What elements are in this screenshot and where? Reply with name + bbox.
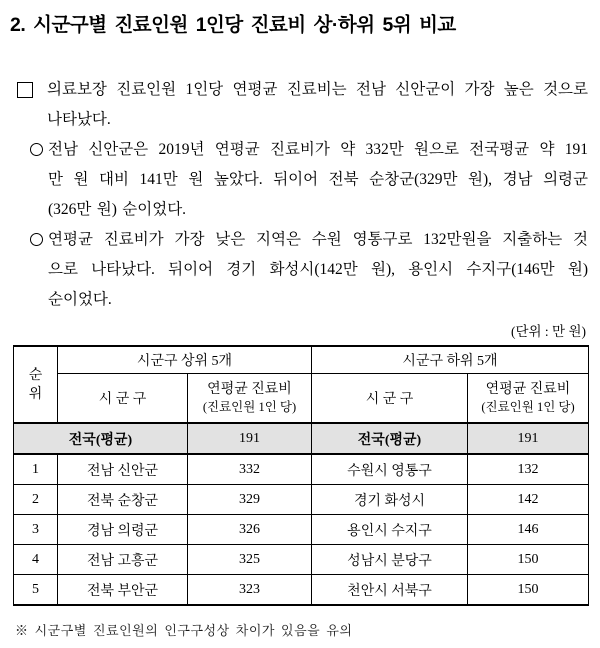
top-value-cell: 326	[188, 515, 312, 545]
national-average-row	[14, 423, 589, 454]
bottom-region-cell: 천안시 서북구	[312, 575, 468, 606]
top-value-cell: 323	[188, 575, 312, 606]
paragraph-line: 의료보장 진료인원 1인당 연평균 진료비는 전남 신안군이 가장 높은 것으로	[47, 81, 588, 98]
rank-cell: 2	[14, 485, 58, 515]
comparison-table	[13, 345, 589, 606]
bottom-value-cell: 142	[468, 485, 589, 515]
paragraph-line: 순이었다.	[48, 291, 112, 308]
bottom-value-cell: 132	[468, 454, 589, 485]
national-label-cell: 전국(평균)	[14, 423, 188, 454]
top-value-cell: 329	[188, 485, 312, 515]
table-row	[14, 515, 589, 545]
avg-cost-line: (진료인원 1인 당)	[481, 399, 575, 414]
checkbox-bullet-icon	[17, 82, 33, 98]
paragraph-line: 나타났다.	[47, 111, 111, 128]
region-header-cell: 시 군 구	[58, 374, 188, 424]
circle-bullet-icon	[30, 143, 43, 156]
paragraph-line: 연평균 진료비가 가장 낮은 지역은 수원 영통구로 132만원을 지출하는 것	[48, 231, 588, 248]
paragraph-text	[47, 75, 588, 135]
page-title: 2. 시군구별 진료인원 1인당 진료비 상·하위 5위 비교	[10, 14, 456, 36]
national-value-cell: 191	[468, 423, 589, 454]
paragraph-line: (326만 원) 순이었다.	[48, 201, 187, 218]
top-value-cell: 325	[188, 545, 312, 575]
bottom-value-cell: 146	[468, 515, 589, 545]
bottom-value-cell: 150	[468, 575, 589, 606]
paragraph-line: 만 원 대비 141만 원 높았다. 뒤이어 전북 순창군(329만 원), 경남 의령군	[48, 171, 588, 188]
unit-label: (단위 : 만 원)	[510, 324, 586, 339]
table-row	[14, 454, 589, 485]
rank-header-line: 위	[28, 386, 43, 402]
avg-cost-line: 연평균 진료비	[485, 381, 571, 397]
rank-cell: 3	[14, 515, 58, 545]
avg-cost-line: (진료인원 1인 당)	[202, 399, 297, 414]
avg-cost-header-cell	[468, 374, 589, 424]
bottom-region-cell: 용인시 수지구	[312, 515, 468, 545]
top-value-cell: 332	[188, 454, 312, 485]
top5-group-header: 시군구 상위 5개	[58, 346, 312, 374]
table-row	[14, 485, 589, 515]
paragraph-line: 전남 신안군은 2019년 연평균 진료비가 약 332만 원으로 전국평균 약 191	[48, 141, 588, 158]
footnote: ※ 시군구별 진료인원의 인구구성상 차이가 있음을 유의	[15, 623, 353, 638]
region-header-cell: 시 군 구	[312, 374, 468, 424]
top-region-cell: 전북 순창군	[58, 485, 188, 515]
bottom-region-cell: 수원시 영통구	[312, 454, 468, 485]
table-row	[14, 575, 589, 606]
top-region-cell: 경남 의령군	[58, 515, 188, 545]
rank-cell: 5	[14, 575, 58, 606]
paragraph-text	[48, 135, 588, 225]
bottom-region-cell: 경기 화성시	[312, 485, 468, 515]
bottom-value-cell: 150	[468, 545, 589, 575]
rank-header-cell	[14, 346, 58, 423]
bottom-region-cell: 성남시 분당구	[312, 545, 468, 575]
paragraph-text	[48, 225, 588, 315]
national-label-cell: 전국(평균)	[312, 423, 468, 454]
paragraph-line: 으로 나타났다. 뒤이어 경기 화성시(142만 원), 용인시 수지구(146만 원)	[48, 261, 588, 278]
detail-paragraph-top5	[10, 135, 588, 225]
top-region-cell: 전남 고흥군	[58, 545, 188, 575]
avg-cost-header-cell	[188, 374, 312, 424]
rank-cell: 4	[14, 545, 58, 575]
rank-header-line: 순	[28, 367, 43, 383]
summary-paragraph	[10, 75, 588, 135]
detail-paragraph-bottom5	[10, 225, 588, 315]
top-region-cell: 전북 부안군	[58, 575, 188, 606]
circle-bullet-icon	[30, 233, 43, 246]
bottom5-group-header: 시군구 하위 5개	[312, 346, 589, 374]
national-value-cell: 191	[188, 423, 312, 454]
table-header-group-row	[14, 346, 589, 374]
rank-cell: 1	[14, 454, 58, 485]
table-row	[14, 545, 589, 575]
top-region-cell: 전남 신안군	[58, 454, 188, 485]
table-header-sub-row	[14, 374, 589, 424]
avg-cost-line: 연평균 진료비	[207, 381, 292, 397]
